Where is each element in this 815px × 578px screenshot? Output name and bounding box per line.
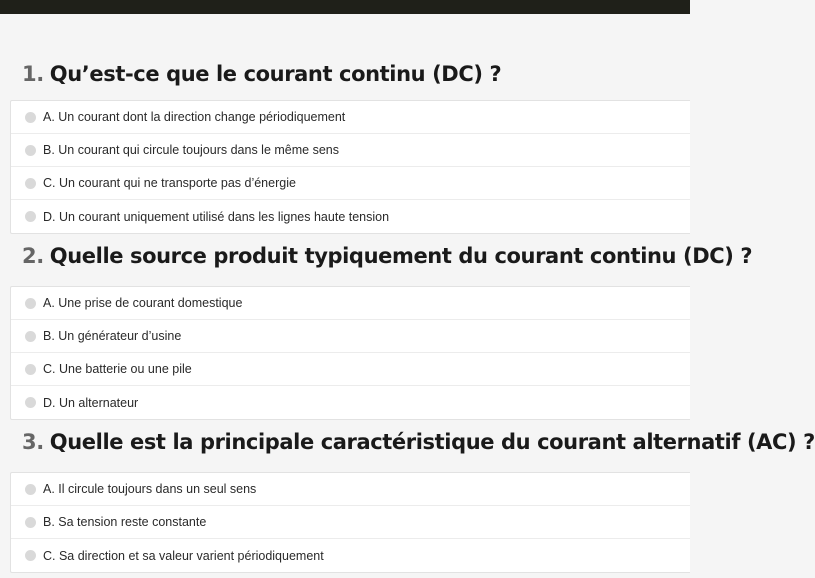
radio-icon[interactable] (25, 298, 36, 309)
answer-option[interactable] (11, 287, 690, 320)
answer-label: A. Un courant dont la direction change périodiquement (43, 110, 346, 124)
question-title (10, 430, 815, 464)
question-title (10, 62, 690, 96)
answer-option[interactable] (11, 167, 690, 200)
answer-option[interactable] (11, 506, 690, 539)
question-number: 2. (22, 244, 44, 268)
answer-option[interactable] (11, 320, 690, 353)
answer-option[interactable] (11, 101, 690, 134)
question-2 (10, 244, 753, 420)
question-text: Quelle est la principale caractéristique du courant alternatif (AC) ? (49, 430, 815, 454)
answer-label: D. Un courant uniquement utilisé dans les lignes haute tension (43, 209, 390, 224)
answer-label: C. Sa direction et sa valeur varient périodiquement (43, 548, 324, 563)
radio-icon[interactable] (25, 484, 36, 495)
radio-icon[interactable] (25, 517, 36, 528)
top-bar (0, 0, 690, 14)
answer-list (10, 100, 690, 234)
question-text: Qu’est-ce que le courant continu (DC) ? (49, 62, 502, 86)
radio-icon[interactable] (25, 364, 36, 375)
answer-label: C. Un courant qui ne transporte pas d’énergie (43, 176, 296, 190)
radio-icon[interactable] (25, 211, 36, 222)
question-title (10, 244, 753, 278)
answer-option[interactable] (11, 353, 690, 386)
radio-icon[interactable] (25, 331, 36, 342)
radio-icon[interactable] (25, 112, 36, 123)
radio-icon[interactable] (25, 397, 36, 408)
answer-label: C. Une batterie ou une pile (43, 362, 192, 376)
answer-option[interactable] (11, 200, 690, 233)
answer-label: B. Sa tension reste constante (43, 515, 207, 529)
question-text: Quelle source produit typiquement du courant continu (DC) ? (49, 244, 753, 268)
answer-option[interactable] (11, 539, 690, 572)
answer-list (10, 472, 690, 573)
answer-list (10, 286, 690, 420)
answer-label: B. Un générateur d’usine (43, 329, 182, 343)
quiz-content (0, 62, 815, 573)
question-number: 3. (22, 430, 44, 454)
radio-icon[interactable] (25, 145, 36, 156)
radio-icon[interactable] (25, 178, 36, 189)
answer-option[interactable] (11, 134, 690, 167)
answer-option[interactable] (11, 386, 690, 419)
answer-option[interactable] (11, 473, 690, 506)
question-1 (10, 62, 690, 234)
answer-label: B. Un courant qui circule toujours dans le même sens (43, 143, 339, 157)
answer-label: A. Une prise de courant domestique (43, 296, 243, 310)
answer-label: D. Un alternateur (43, 395, 139, 410)
question-number: 1. (22, 62, 44, 86)
radio-icon[interactable] (25, 550, 36, 561)
question-3 (10, 430, 815, 573)
answer-label: A. Il circule toujours dans un seul sens (43, 482, 257, 496)
